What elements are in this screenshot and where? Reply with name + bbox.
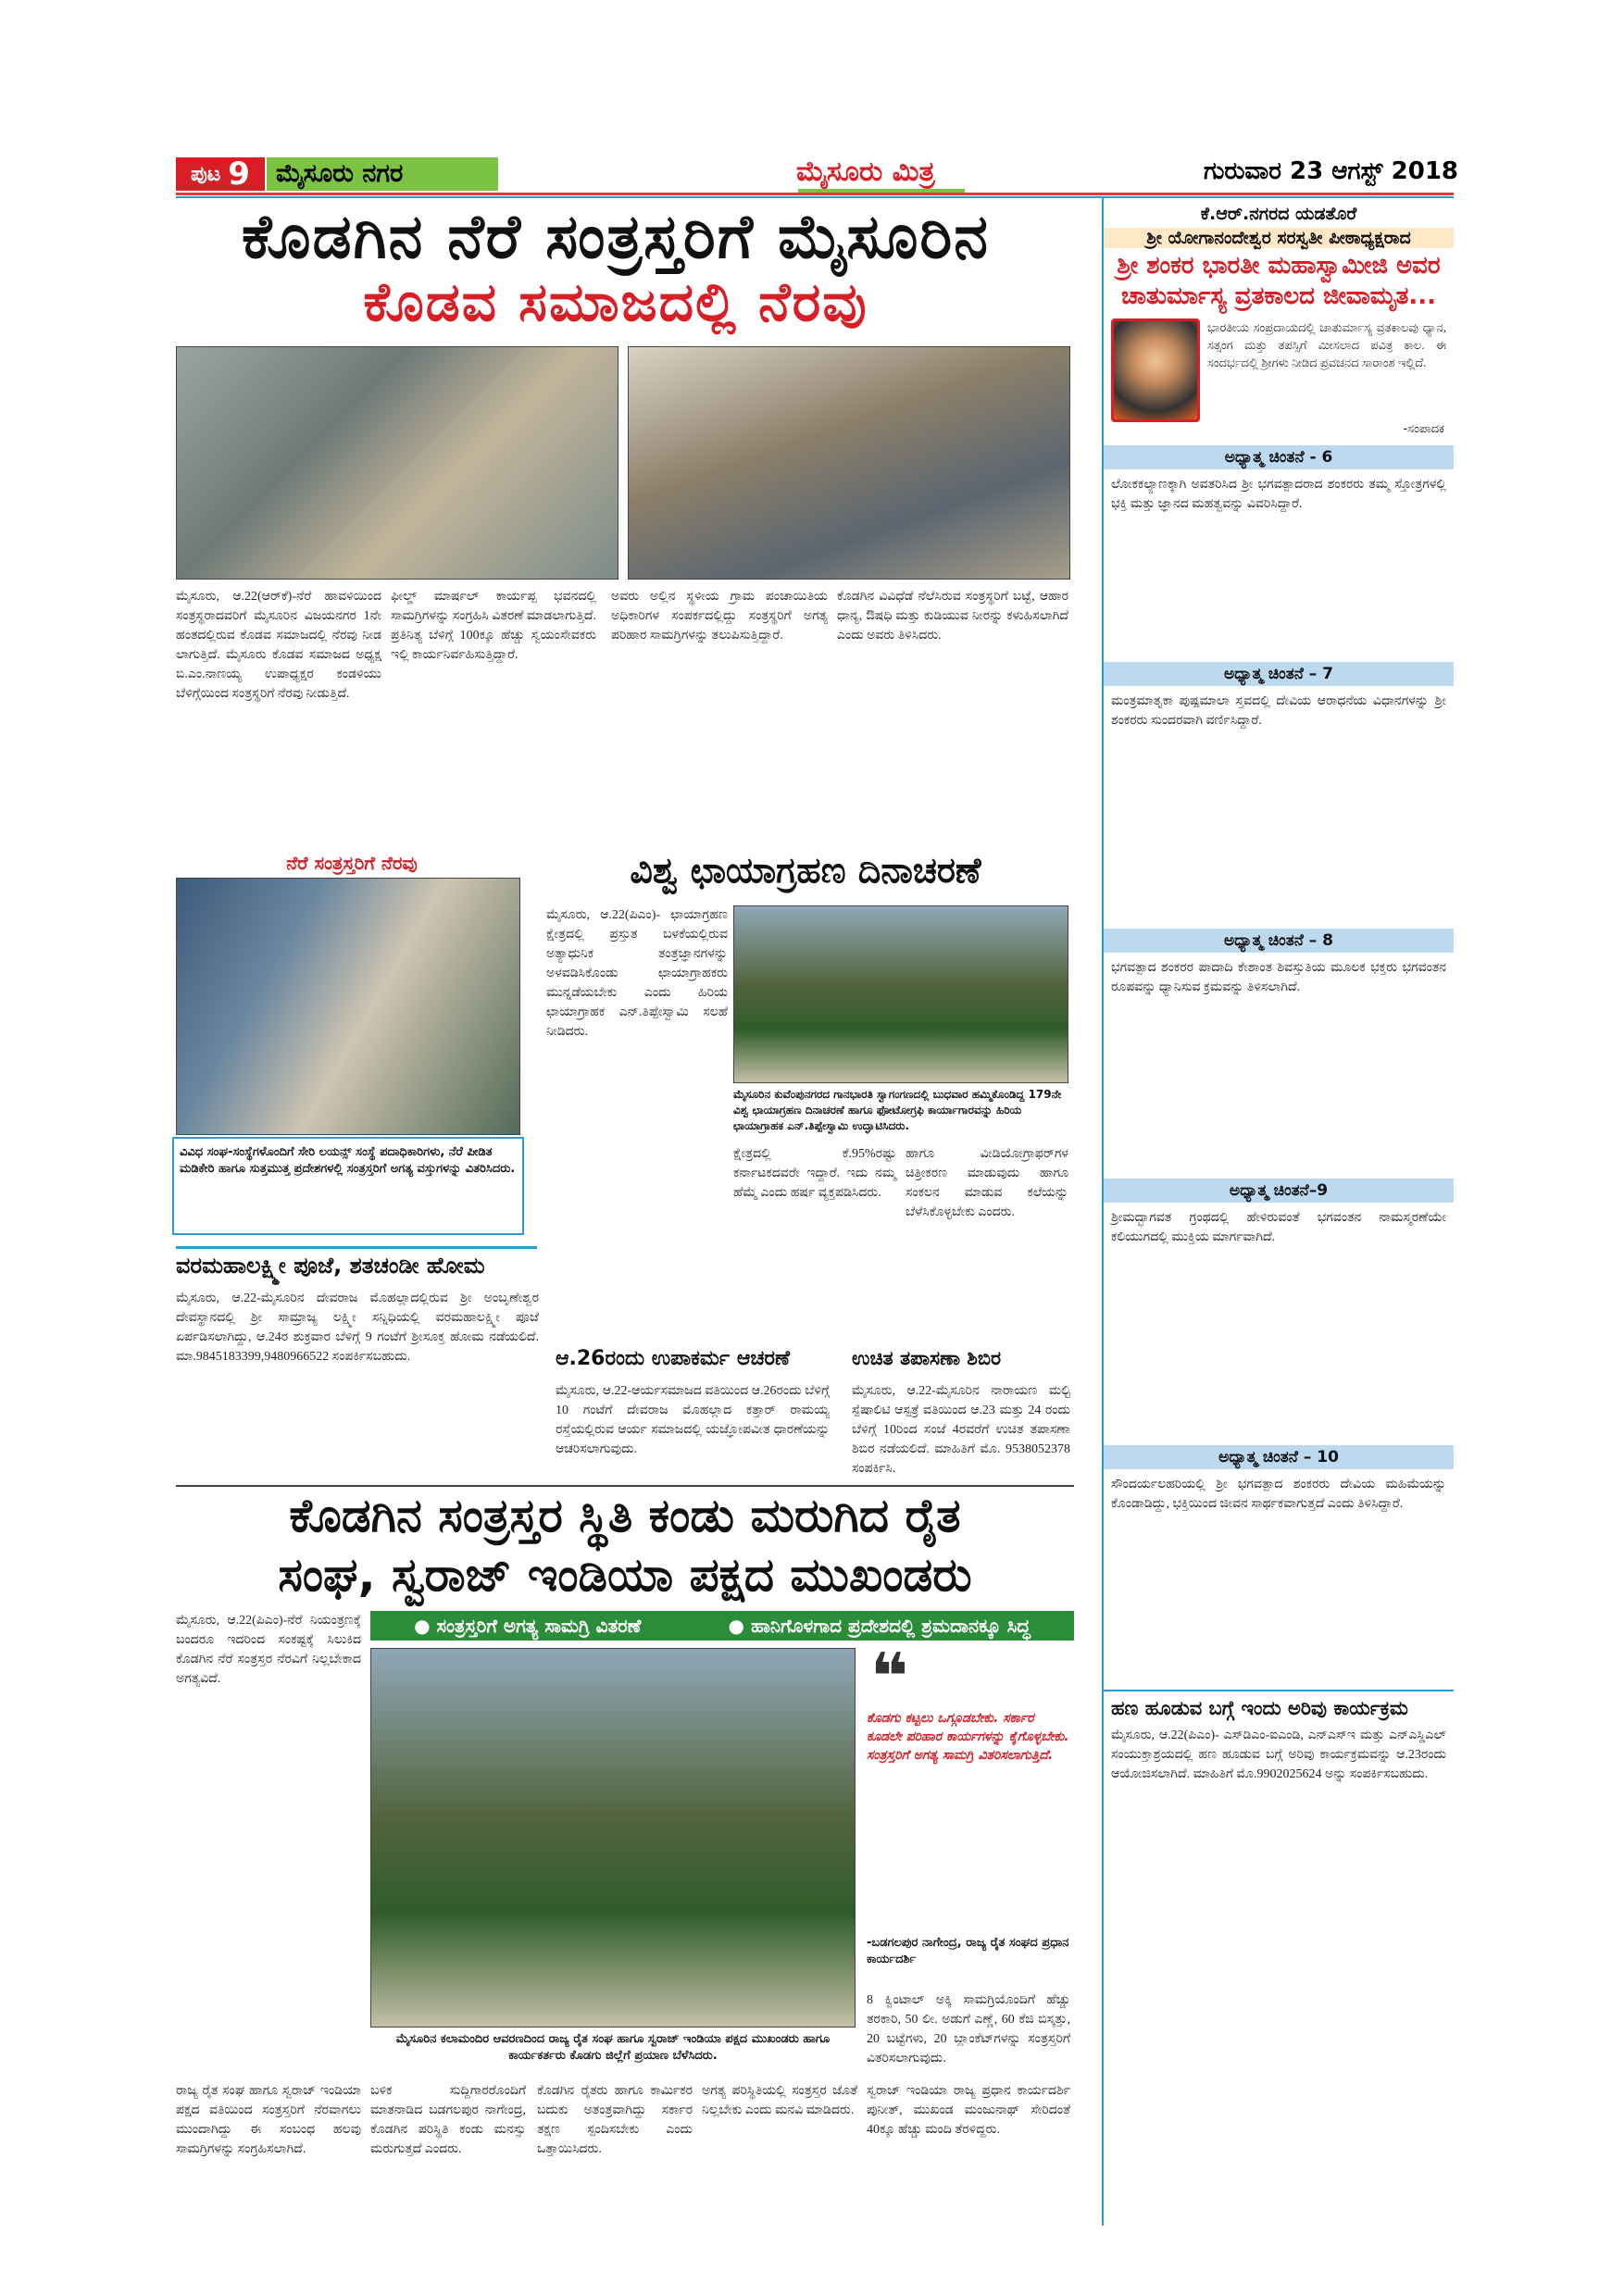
lead-headline-line2: ಕೊಡವ ಸಮಾಜದಲ್ಲಿ ನೆರವು [363,270,868,333]
sidebar-section-title: ಅಧ್ಯಾತ್ಮ ಚಿಂತನೆ – 8 [1104,929,1454,953]
second-headline-line1: ಕೊಡಗಿನ ಸಂತ್ರಸ್ತರ ಸ್ಥಿತಿ ಕಂಡು ಮರುಗಿದ ರೈತ [289,1489,961,1542]
upakarma-text: ಮೈಸೂರು, ಆ.22-ಆರ್ಯಸಮಾಜದ ವತಿಯಿಂದ ಆ.26ರಂದು ಬೆಳಿಗ್ಗೆ 10 ಗಂಟೆಗೆ ದೇವರಾಜ ಮೊಹಲ್ಲಾದ ಕತ್ತಾರ್ ರಾಮಯ್ಯ ರಸ್ತೆಯಲ್ಲಿರುವ ಆರ್ಯ ಸಮಾಜದಲ್ಲಿ ಯಜ್ಞೋಪವೀತ ಧಾರಣೆಯನ್ನು ಆಚರಿಸಲಾಗುವುದು. [556,1384,830,1456]
lead-col-4: ಕೊಡಗಿನ ವಿವಿಧೆಡೆ ನೆಲೆಸಿರುವ ಸಂತ್ರಸ್ಥರಿಗೆ ಬಟ್ಟೆ, ಆಹಾರ ಧಾನ್ಯ, ಔಷಧಿ ಮತ್ತು ಕುಡಿಯುವ ನೀರನ್ನು ಕಳುಹಿಸಲಾಗಿದೆ ಎಂದು ಅವರು ತಿಳಿಸಿದರು. [837,590,1068,643]
photo-day-photo [733,905,1068,1083]
relief-caption: ವಿವಿಧ ಸಂಘ-ಸಂಸ್ಥೆಗಳೊಂದಿಗೆ ಸೇರಿ ಲಯನ್ಸ್ ಸಂಸ್ಥೆ ಪದಾಧಿಕಾರಿಗಳು, ನೆರೆ ಪೀಡಿತ ಮಡಿಕೇರಿ ಹಾಗೂ ಸುತ್ತಮುತ್ತ ಪ್ರದೇಶಗಳಲ್ಲಿ ಸಂತ್ರಸ್ತರಿಗೆ ಅಗತ್ಯ ವಸ್ತುಗಳನ್ನು ವಿತರಿಸಿದರು. [172,1137,524,1235]
varamahalakshmi-text: ಮೈಸೂರು, ಆ.22-ಮೈಸೂರಿನ ದೇವರಾಜ ಮೊಹಲ್ಲಾದಲ್ಲಿರುವ ಶ್ರೀ ಅಂಬೃಣೇಶ್ವರ ದೇವಸ್ಥಾನದಲ್ಲಿ ಶ್ರೀ ಸಾಮ್ರಾಜ್ಯ ಲಕ್ಷ್ಮೀ ಸನ್ನಿಧಿಯಲ್ಲಿ ವರಮಹಾಲಕ್ಷ್ಮೀ ಪೂಜೆ ಏರ್ಪಡಿಸಲಾಗಿದ್ದು, ಆ.24ರ ಶುಕ್ರವಾರ ಬೆಳಿಗ್ಗೆ 9 ಗಂಟೆಗೆ ಶ್ರೀಸೂಕ್ತ ಹೋಮ ನಡೆಯಲಿದೆ. ಮಾ.9845183399,9480966522 ಸಂಪರ್ಕಿಸಬಹುದು. [176,1292,539,1364]
second-left-col: ಮೈಸೂರು, ಆ.22(ಪಿಎಂ)-ನೆರೆ ನಿಯಂತ್ರಣಕ್ಕೆ ಬಂದರೂ ಇದರಿಂದ ಸಂಕಷ್ಟಕ್ಕೆ ಸಿಲುಕಿದ ಕೊಡಗಿನ ನೆರೆ ಸಂತ್ರಸ್ತರ ನೆರವಿಗೆ ನಿಲ್ಲಬೇಕಾದ ಅಗತ್ಯವಿದೆ. [176,1614,361,1686]
sidebar-section-text: ಸೌಂದರ್ಯಲಹರಿಯಲ್ಲಿ ಶ್ರೀ ಭಗವತ್ಪಾದ ಶಂಕರರು ದೇವಿಯ ಮಹಿಮೆಯನ್ನು ಕೊಂಡಾಡಿದ್ದು, ಭಕ್ತಿಯಿಂದ ಜೀವನ ಸಾರ್ಥಕವಾಗುತ್ತದೆ ಎಂದು ತಿಳಿಸಿದ್ದಾರೆ. [1111,1478,1446,1511]
lead-headline-line1: ಕೊಡಗಿನ ನೆರೆ ಸಂತ್ರಸ್ತರಿಗೆ ಮೈಸೂರಿನ [242,201,990,272]
sidebar-intro-by: -ಸಂಪಾದಕ [1403,422,1444,436]
lead-col-1: ಮೈಸೂರು, ಆ.22(ಆರ್‌ಕೆ)-ನೆರೆ ಹಾವಳಿಯಿಂದ ಸಂತ್ರಸ್ಥರಾದವರಿಗೆ ಮೈಸೂರಿನ ವಿಜಯನಗರ 1ನೇ ಹಂತದಲ್ಲಿರುವ ಕೊಡವ ಸಮಾಜದಲ್ಲಿ ನೆರವು ನೀಡ ಲಾಗುತ್ತಿದೆ. ಮೈಸೂರು ಕೊಡವ ಸಮಾಜದ ಅಧ್ಯಕ್ಷ ಬಿ.ಎಂ.ನಾಣಯ್ಯ ಉಪಾಧ್ಯಕ್ಷರ ಕಂಡಳಿಯು ಬೆಳಿಗ್ಗೆಯಿಂದ ಸಂತ್ರಸ್ಥರಿಗೆ ನೆರವು ನೀಡುತ್ತಿದೆ. [176,590,381,701]
photo-day-text-2: ಕ್ಷೇತ್ರದಲ್ಲಿ ಕೆ.95%ರಷ್ಟು ಕರ್ನಾಟಕದವರೇ ಇದ್ದಾರೆ. ಇದು ನಮ್ಮ ಹೆಮ್ಮೆ ಎಂದು ಹರ್ಷ ವ್ಯಕ್ತಪಡಿಸಿದರು. [733,1147,896,1200]
second-bottom-col-3: ಕೊಡಗಿನ ರೈತರು ಹಾಗೂ ಕಾರ್ಮಿಕರ ಬದುಕು ಅತಂತ್ರವಾಗಿದ್ದು ಸರ್ಕಾರ ತಕ್ಷಣ ಸ್ಪಂದಿಸಬೇಕು ಎಂದು ಒತ್ತಾಯಿಸಿದರು. [537,2084,693,2156]
swamiji-portrait [1111,318,1200,422]
photo-day-text: ಮೈಸೂರು, ಆ.22(ಪಿಎಂ)- ಛಾಯಾಗ್ರಹಣ ಕ್ಷೇತ್ರದಲ್ಲಿ ಪ್ರಸ್ತುತ ಬಳಕೆಯಲ್ಲಿರುವ ಅತ್ಯಾಧುನಿಕ ತಂತ್ರಜ್ಞಾನಗಳನ್ನು ಅಳವಡಿಸಿಕೊಂಡು ಛಾಯಾಗ್ರಾಹಕರು ಮುನ್ನಡೆಯಬೇಕು ಎಂದು ಹಿರಿಯ ಛಾಯಾಗ್ರಾಹಕ ಎನ್.ತಿಪ್ಪೇಸ್ವಾಮಿ ಸಲಹೆ ನೀಡಿದರು. [546,908,728,1039]
second-caption: ಮೈಸೂರಿನ ಕಲಾಮಂದಿರ ಆವರಣದಿಂದ ರಾಜ್ಯ ರೈತ ಸಂಘ ಹಾಗೂ ಸ್ವರಾಜ್ ಇಂಡಿಯಾ ಪಕ್ಷದ ಮುಖಂಡರು ಹಾಗೂ ಕಾರ್ಯಕರ್ತರು ಕೊಡಗು ಜಿಲ್ಲೆಗೆ ಪ್ರಯಾಣ ಬೆಳೆಸಿದರು. [395,2032,831,2063]
header-rule-red [176,193,1454,195]
sidebar-section-text: ಮಂತ್ರಮಾತೃಕಾ ಪುಷ್ಪಮಾಲಾ ಸ್ತವದಲ್ಲಿ ದೇವಿಯ ಆರಾಧನೆಯ ವಿಧಾನಗಳನ್ನು ಶ್ರೀ ಶಂಕರರು ಸುಂದರವಾಗಿ ವರ್ಣಿಸಿದ್ದಾರೆ. [1111,694,1446,728]
second-bottom-col-5: ಸ್ವರಾಜ್ ಇಂಡಿಯಾ ರಾಜ್ಯ ಪ್ರಧಾನ ಕಾರ್ಯದರ್ಶಿ ಪುನೀತ್, ಮುಖಂಡ ಮಂಜುನಾಥ್ ಸೇರಿದಂತೆ 40ಕ್ಕೂ ಹೆಚ್ಚು ಮಂದಿ ತೆರಳಿದ್ದರು. [867,2084,1070,2137]
sidebar-section-title: ಅಧ್ಯಾತ್ಮ ಚಿಂತನೆ–9 [1104,1179,1454,1203]
page-label: ಪುಟ [191,162,221,186]
sidebar-section-text: ಶ್ರೀಮದ್ಭಾಗವತ ಗ್ರಂಥದಲ್ಲಿ ಹೇಳಿರುವಂತೆ ಭಗವಂತನ ನಾಮಸ್ಮರಣೆಯೇ ಕಲಿಯುಗದಲ್ಲಿ ಮುಕ್ತಿಯ ಮಾರ್ಗವಾಗಿದೆ. [1111,1211,1446,1244]
upakarma-title: ಆ.26ರಂದು ಉಪಾಕರ್ಮ ಆಚರಣೆ [556,1347,791,1370]
second-photo [370,1648,856,2028]
lead-col-2: ಫೀಲ್ಡ್ ಮಾರ್ಷಲ್ ಕಾರ್ಯಪ್ಪ ಭವನದಲ್ಲಿ ಸಾಮಗ್ರಿಗಳನ್ನು ಸಂಗ್ರಹಿಸಿ ವಿತರಣೆ ಮಾಡಲಾಗುತ್ತಿದೆ. ಪ್ರತಿನಿತ್ಯ ಬೆಳಿಗ್ಗೆ 100ಕ್ಕೂ ಹೆಚ್ಚು ಸ್ವಯಂಸೇವಕರು ಇಲ್ಲಿ ಕಾರ್ಯನಿರ್ವಹಿಸುತ್ತಿದ್ದಾರೆ. [391,590,596,662]
second-headline-line2: ಸಂಘ, ಸ್ವರಾಜ್ ಇಂಡಿಯಾ ಪಕ್ಷದ ಮುಖಂಡರು [278,1548,972,1602]
page-number: 9 [228,156,250,193]
masthead-logo: ಮೈಸೂರು ಮಿತ್ರ [796,156,935,188]
varamahalakshmi-title: ವರಮಹಾಲಕ್ಷ್ಮೀ ಪೂಜೆ, ಶತಚಂಡೀ ಹೋಮ [176,1253,485,1279]
section-title: ಮೈಸೂರು ನಗರ [267,157,498,191]
second-bottom-col-2: ಬಳಿಕ ಸುದ್ದಿಗಾರರೊಂದಿಗೆ ಮಾತನಾಡಿದ ಬಡಗಲಪುರ ನಾಗೇಂದ್ರ, ಕೊಡಗಿನ ಪರಿಸ್ಥಿತಿ ಕಂಡು ಮನಸ್ಸು ಮರುಗುತ್ತದೆ ಎಂದರು. [370,2084,526,2156]
sidebar-section-title: ಅಧ್ಯಾತ್ಮ ಚಿಂತನೆ – 7 [1104,662,1454,686]
awareness-text: ಮೈಸೂರು, ಆ.22(ಪಿಎಂ)- ಎಸ್‌ಡಿಎಂ-ಐಎಂಡಿ, ಎನ್ಎಸ್ಇ ಮತ್ತು ಎನ್ಎಸ್ಡಿಎಲ್ ಸಂಯುಕ್ತಾಶ್ರಯದಲ್ಲಿ ಹಣ ಹೂಡುವ ಬಗ್ಗೆ ಅರಿವು ಕಾರ್ಯಕ್ರಮವನ್ನು ಆ.23ರಂದು ಆಯೋಜಿಸಲಾಗಿದೆ. ಮಾಹಿತಿಗೆ ಮೊ.9902025624 ಅನ್ನು ಸಂಪರ್ಕಿಸಬಹುದು. [1111,1728,1446,1781]
lead-photo-right [628,346,1070,580]
second-quote: ಕೊಡಗು ಕಟ್ಟಲು ಒಗ್ಗೂಡಬೇಕು. ಸರ್ಕಾರ ಕೂಡಲೇ ಪರಿಹಾರ ಕಾರ್ಯಗಳನ್ನು ಕೈಗೊಳ್ಳಬೇಕು. ಸಂತ್ರಸ್ತರಿಗೆ ಅಗತ್ಯ ಸಾಮಗ್ರಿ ವಿತರಿಸಲಾಗುತ್ತಿದೆ. [867,1711,1069,1763]
second-bottom-col-4: ಅಗತ್ಯ ಪರಿಸ್ಥಿತಿಯಲ್ಲಿ ಸಂತ್ರಸ್ತರ ಜೊತೆ ನಿಲ್ಲಬೇಕು ಎಂದು ಮನವಿ ಮಾಡಿದರು. [702,2084,857,2117]
relief-photo [176,878,520,1135]
divider [176,1485,1074,1487]
second-quote-by: -ಬಡಗಲಪುರ ನಾಗೇಂದ್ರ, ರಾಜ್ಯ ರೈತ ಸಂಘದ ಪ್ರಧಾನ ಕಾರ್ಯದರ್ಶಿ [867,1936,1069,1966]
health-camp-text: ಮೈಸೂರು, ಆ.22-ಮೈಸೂರಿನ ನಾರಾಯಣ ಮಲ್ಟಿ ಸ್ಪೆಷಾಲಿಟಿ ಆಸ್ಪತ್ರೆ ವತಿಯಿಂದ ಆ.23 ಮತ್ತು 24 ರಂದು ಬೆಳಿಗ್ಗೆ 10ರಿಂದ ಸಂಜೆ 4ರವರೆಗೆ ಉಚಿತ ತಪಾಸಣಾ ಶಿಬಿರ ನಡೆಯಲಿದೆ. ಮಾಹಿತಿಗೆ ಮೊ. 9538052378 ಸಂಪರ್ಕಿಸಿ. [852,1384,1070,1476]
second-bottom-col-1: ರಾಜ್ಯ ರೈತ ಸಂಘ ಹಾಗೂ ಸ್ವರಾಜ್ ಇಂಡಿಯಾ ಪಕ್ಷದ ವತಿಯಿಂದ ಸಂತ್ರಸ್ತರಿಗೆ ನೆರವಾಗಲು ಮುಂದಾಗಿದ್ದು ಈ ಸಂಬಂಧ ಹಲವು ಸಾಮಗ್ರಿಗಳನ್ನು ಸಂಗ್ರಹಿಸಲಾಗಿದೆ. [176,2084,361,2156]
sidebar-section [1104,1445,1454,1684]
sidebar-section [1104,929,1454,1179]
sidebar-section-text: ಭಗವತ್ಪಾದ ಶಂಕರರ ಪಾದಾದಿ ಕೇಶಾಂತ ಶಿವಸ್ತುತಿಯ ಮೂಲಕ ಭಕ್ತರು ಭಗವಂತನ ರೂಪವನ್ನು ಧ್ಯಾನಿಸುವ ಕ್ರಮವನ್ನು ತಿಳಿಸಲಾಗಿದೆ. [1111,961,1446,994]
sidebar-section-text: ಲೋಕಕಲ್ಯಾಣಕ್ಕಾಗಿ ಅವತರಿಸಿದ ಶ್ರೀ ಭಗವತ್ಪಾದರಾದ ಶಂಕರರು ತಮ್ಮ ಸ್ತೋತ್ರಗಳಲ್ಲಿ ಭಕ್ತಿ ಮತ್ತು ಜ್ಞಾನದ ಮಹತ್ವವನ್ನು ವಿವರಿಸಿದ್ದಾರೆ. [1111,478,1446,511]
lead-col-3: ಅವರು ಅಲ್ಲಿನ ಸ್ಥಳೀಯ ಗ್ರಾಮ ಪಂಚಾಯಿತಿಯ ಅಧಿಕಾರಿಗಳ ಸಂಪರ್ಕದಲ್ಲಿದ್ದು ಸಂತ್ರಸ್ಥರಿಗೆ ಅಗತ್ಯ ಪರಿಹಾರ ಸಾಮಗ್ರಿಗಳನ್ನು ತಲುಪಿಸುತ್ತಿದ್ದಾರೆ. [611,590,828,643]
photo-day-text-3: ಹಾಗೂ ವೀಡಿಯೋಗ್ರಾಫರ್‌ಗಳ ಚಿತ್ರೀಕರಣ ಮಾಡುವುದು ಹಾಗೂ ಸಂಕಲನ ಮಾಡುವ ಕಲೆಯನ್ನು ಬೆಳೆಸಿಕೊಳ್ಳಬೇಕು ಎಂದರು. [906,1147,1068,1219]
sidebar-section [1104,1179,1454,1445]
photo-day-title: ವಿಶ್ವ ಛಾಯಾಗ್ರಹಣ ದಿನಾಚರಣೆ [630,850,981,891]
sidebar-head-4: ಚಾತುರ್ಮಾಸ್ಯ ವ್ರತಕಾಲದ ಜೀವಾಮೃತ... [1120,282,1436,310]
dateline: ಗುರುವಾರ 23 ಆಗಸ್ಟ್ 2018 [1204,157,1459,185]
quote-icon: ❝ [870,1639,909,1715]
page-number-badge [176,157,265,191]
awareness-box [1104,1690,1454,1790]
health-camp-title: ಉಚಿತ ತಪಾಸಣಾ ಶಿಬಿರ [852,1347,1002,1369]
sidebar-section-title: ಅಧ್ಯಾತ್ಮ ಚಿಂತನೆ – 10 [1104,1445,1454,1469]
sidebar-section [1104,662,1454,929]
divider [176,1246,537,1249]
photo-day-caption: ಮೈಸೂರಿನ ಕುವೆಂಪುನಗರದ ಗಾನಭಾರತಿ ಸ್ವಾಗಂಗಣದಲ್ಲಿ ಬುಧವಾರ ಹಮ್ಮಿಕೊಂಡಿದ್ದ 179ನೇ ವಿಶ್ವ ಛಾಯಾಗ್ರಹಣ ದಿನಾಚರಣೆ ಹಾಗೂ ಫೋಟೋಗ್ರಫಿ ಕಾರ್ಯಾಗಾರವನ್ನು ಹಿರಿಯ ಛಾಯಾಗ್ರಾಹಕ ಎನ್.ತಿಪ್ಪೇಸ್ವಾಮಿ ಉದ್ಘಾಟಿಸಿದರು. [733,1088,1062,1132]
sidebar-section [1104,445,1454,662]
relief-tag: ನೆರೆ ಸಂತ್ರಸ್ತರಿಗೆ ನೆರವು [176,852,528,874]
sidebar-column [1102,198,1454,2226]
second-banner-left: ● ಸಂತ್ರಸ್ತರಿಗೆ ಅಗತ್ಯ ಸಾಮಗ್ರಿ ವಿತರಣೆ [414,1615,642,1637]
second-banner [370,1611,1074,1641]
second-banner-right: ● ಹಾನಿಗೊಳಗಾದ ಪ್ರದೇಶದಲ್ಲಿ ಶ್ರಮದಾನಕ್ಕೂ ಸಿದ್ಧ [728,1615,1031,1637]
sidebar-head-2: ಶ್ರೀ ಯೋಗಾನಂದೇಶ್ವರ ಸರಸ್ವತೀ ಪೀಠಾಧ್ಯಕ್ಷರಾದ [1104,228,1454,248]
awareness-title: ಹಣ ಹೂಡುವ ಬಗ್ಗೆ ಇಂದು ಅರಿವು ಕಾರ್ಯಕ್ರಮ [1111,1697,1408,1719]
second-mid-text: 8 ಕ್ವಿಂಟಾಲ್ ಅಕ್ಕಿ ಸಾಮಗ್ರಿಯೊಂದಿಗೆ ಹೆಚ್ಚು ತರಕಾರಿ, 50 ಲೀ. ಅಡುಗೆ ಎಣ್ಣೆ, 60 ಕೆಜಿ ಬಿಸ್ಕತ್ತು, 20 ಬಟ್ಟೆಗಳು, 20 ಬ್ಲಾಂಕೆಟ್‌ಗಳನ್ನು ಸಂತ್ರಸ್ತರಿಗೆ ವಿತರಿಸಲಾಗುವುದು. [867,1993,1070,2065]
sidebar-head-1: ಕೆ.ಆರ್.ನಗರದ ಯಡತೊರೆ [1200,204,1357,224]
sidebar-intro: ಭಾರತೀಯ ಸಂಪ್ರದಾಯದಲ್ಲಿ ಚಾತುರ್ಮಾಸ್ಯ ವ್ರತಕಾಲವು ಧ್ಯಾನ, ಸತ್ಸಂಗ ಮತ್ತು ತಪಸ್ಸಿಗೆ ಮೀಸಲಾದ ಪವಿತ್ರ ಕಾಲ. ಈ ಸಂದರ್ಭದಲ್ಲಿ ಶ್ರೀಗಳು ನೀಡಿದ ಪ್ರವಚನದ ಸಾರಾಂಶ ಇಲ್ಲಿದೆ. [1207,320,1446,369]
lead-photo-left [176,346,618,580]
sidebar-head-3: ಶ್ರೀ ಶಂಕರ ಭಾರತೀ ಮಹಾಸ್ವಾಮೀಜಿ ಅವರ [1117,252,1441,280]
sidebar-section-title: ಅಧ್ಯಾತ್ಮ ಚಿಂತನೆ - 6 [1104,445,1454,469]
